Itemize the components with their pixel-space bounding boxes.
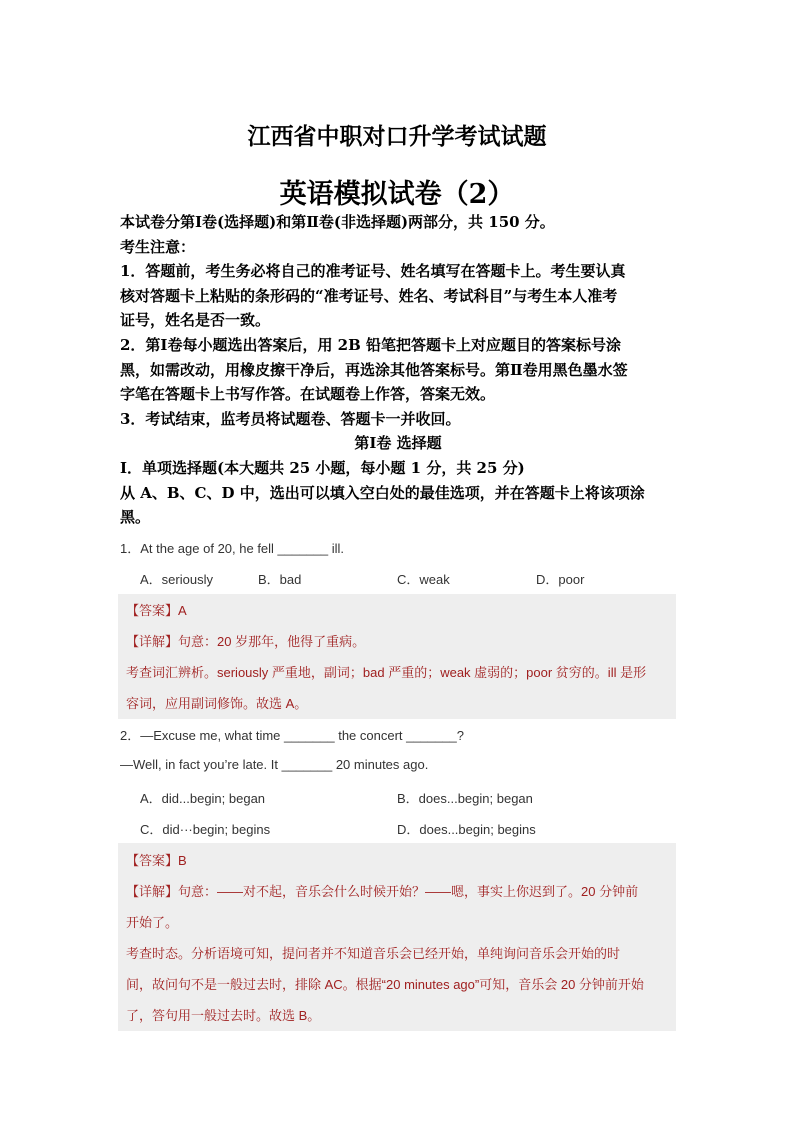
part-title: Ⅰ．单项选择题(本大题共 25 小题，每小题 1 分，共 25 分) [120,458,525,477]
question-1-stem: 1．At the age of 20, he fell _______ ill. [120,541,345,556]
instruction-line: 3．考试结束，监考员将试题卷、答题卡一并收回。 [120,409,461,428]
answer-detail-line: 【详解】句意：——对不起，音乐会什么时候开始？——嗯，事实上你迟到了。20 分钟前 [126,884,639,899]
question-2-option-a: A．did...begin; began [140,791,266,806]
answer-label: 【答案】B [126,853,187,868]
answer-detail-line: 【详解】句意：20 岁那年，他得了重病。 [126,634,366,649]
part-description: 从 A、B、C、D 中，选出可以填入空白处的最佳选项，并在答题卡上将该项涂 [120,483,645,502]
question-1-option-d: D．poor [536,572,585,587]
question-1-answer-box [118,594,676,719]
answer-label: 【答案】A [126,603,187,618]
instruction-line: 2．第Ⅰ卷每小题选出答案后，用 2B 铅笔把答题卡上对应题目的答案标号涂 [120,335,622,354]
section-title: 第Ⅰ卷 选择题 [354,434,442,453]
answer-detail-line: 考查时态。分析语境可知，提问者并不知道音乐会已经开始，单纯询问音乐会开始的时 [126,946,621,961]
question-2-option-c: C．did···begin; begins [140,822,271,837]
question-2-answer-box [118,843,676,1031]
question-2-stem: 2．—Excuse me, what time _______ the concert _______? [120,728,464,743]
question-2-option-d: D．does...begin; begins [397,822,536,837]
instruction-line: 证号，姓名是否一致。 [120,311,271,330]
exam-title: 江西省中职对口升学考试试题 [247,123,547,150]
exam-subtitle: 英语模拟试卷（2） [279,179,515,210]
answer-detail-line: 间，故问句不是一般过去时，排除 AC。根据“20 minutes ago”可知，音乐会 20 分钟前开始 [126,977,644,992]
part-description: 黑。 [120,508,151,527]
instruction-line: 考生注意： [120,237,196,256]
answer-detail-line: 容词，应用副词修饰。故选 A。 [126,696,308,711]
instruction-line: 黑，如需改动，用橡皮擦干净后，再选涂其他答案标号。第Ⅱ卷用黑色墨水签 [120,360,628,379]
question-1-option-c: C．weak [397,572,450,587]
instructions-block [120,210,676,530]
question-2-option-b: B．does...begin; began [397,791,533,806]
answer-detail-line: 考查词汇辨析。seriously 严重地，副词；bad 严重的；weak 虚弱的；poor 贫穷的。ill 是形 [126,665,647,680]
answer-detail-line: 了，答句用一般过去时。故选 B。 [126,1008,321,1023]
instruction-line: 1．答题前，考生务必将自己的准考证号、姓名填写在答题卡上。考生要认真 [120,262,626,281]
question-1-option-a: A．seriously [140,572,213,587]
question-1-option-b: B．bad [258,572,302,587]
instruction-line: 核对答题卡上粘贴的条形码的“准考证号、姓名、考试科目”与考生本人准考 [120,286,618,305]
answer-detail-line: 开始了。 [126,915,179,930]
instruction-line: 字笔在答题卡上书写作答。在试题卷上作答，答案无效。 [120,385,496,404]
instruction-line: 本试卷分第Ⅰ卷(选择题)和第Ⅱ卷(非选择题)两部分，共 150 分。 [120,213,555,231]
question-2-stem-reply: —Well, in fact you’re late. It _______ 20 minutes ago. [120,757,429,772]
